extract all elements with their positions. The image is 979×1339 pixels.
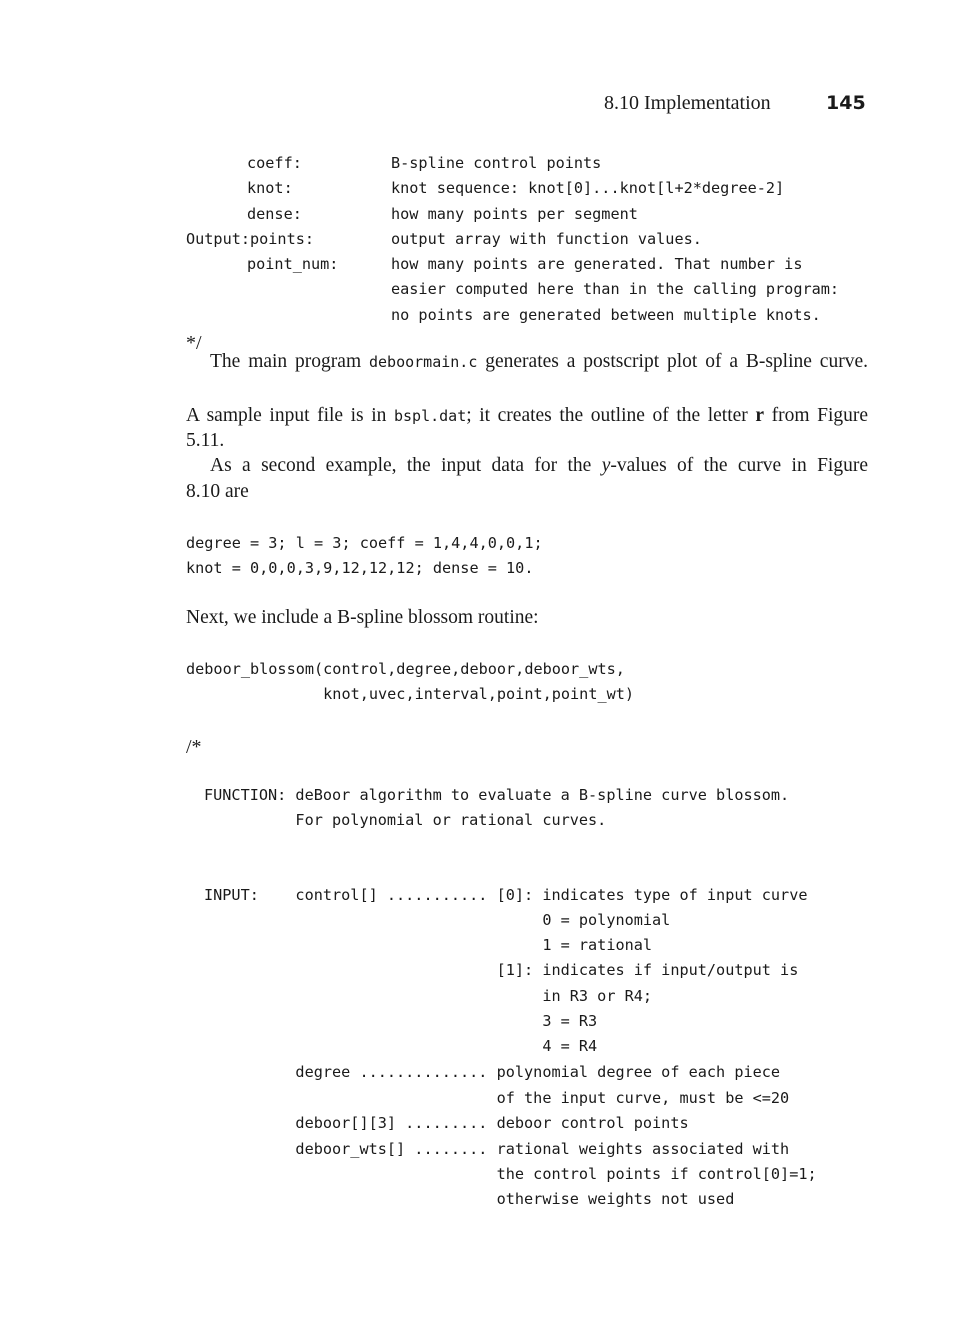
comment-close: */ [186, 332, 202, 354]
code-line: in R3 or R4; [204, 987, 653, 1005]
code-line: degree = 3; l = 3; coeff = 1,4,4,0,0,1; [186, 534, 543, 552]
page-number: 145 [826, 92, 866, 114]
running-header: 8.10 Implementation [604, 92, 771, 114]
code-line: deboor[][3] ......... deboor control points [204, 1114, 689, 1132]
paragraph-line: Next, we include a B-spline blossom routine: [186, 607, 539, 628]
code-line: 1 = rational [204, 936, 653, 954]
doc-desc: how many points are generated. That number is [391, 255, 803, 273]
paragraph-line: 5.11. [186, 430, 225, 451]
doc-desc: how many points per segment [391, 205, 638, 223]
code-line: of the input curve, must be <=20 [204, 1089, 790, 1107]
doc-label: knot: [247, 179, 293, 197]
doc-label: point_num: [247, 255, 339, 273]
code-line: INPUT: control[] ........... [0]: indicates type of input curve [204, 886, 808, 904]
doc-desc: B-spline control points [391, 154, 602, 172]
doc-desc: output array with function values. [391, 230, 702, 248]
code-line: 4 = R4 [204, 1037, 598, 1055]
paragraph-line: 8.10 are [186, 481, 249, 502]
code-line: knot,uvec,interval,point,point_wt) [186, 685, 635, 703]
doc-label: Output:points: [186, 230, 315, 248]
paragraph-line: The main program deboormain.c generates a postscript plot of a B-spline curve. [210, 351, 868, 372]
paragraph-line: As a second example, the input data for the y-values of the curve in Figure [210, 455, 868, 476]
code-line: 0 = polynomial [204, 911, 671, 929]
code-line: [1]: indicates if input/output is [204, 961, 799, 979]
code-line: the control points if control[0]=1; [204, 1165, 817, 1183]
doc-desc: knot sequence: knot[0]...knot[l+2*degree-2] [391, 179, 785, 197]
code-line: deboor_blossom(control,degree,deboor,deboor_wts, [186, 660, 625, 678]
code-line: FUNCTION: deBoor algorithm to evaluate a B-spline curve blossom. [204, 786, 790, 804]
code-line: deboor_wts[] ........ rational weights associated with [204, 1140, 790, 1158]
code-line: degree .............. polynomial degree of each piece [204, 1063, 781, 1081]
doc-label: coeff: [247, 154, 302, 172]
paragraph-line: A sample input file is in bspl.dat; it creates the outline of the letter r from Figure [186, 405, 869, 426]
code-line: For polynomial or rational curves. [204, 811, 607, 829]
doc-label: dense: [247, 205, 302, 223]
code-line: knot = 0,0,0,3,9,12,12,12; dense = 10. [186, 559, 534, 577]
comment-open: /* [186, 736, 202, 758]
doc-desc: easier computed here than in the calling program: [391, 280, 840, 298]
doc-desc: no points are generated between multiple knots. [391, 306, 821, 324]
code-line: otherwise weights not used [204, 1190, 735, 1208]
code-line: 3 = R3 [204, 1012, 598, 1030]
